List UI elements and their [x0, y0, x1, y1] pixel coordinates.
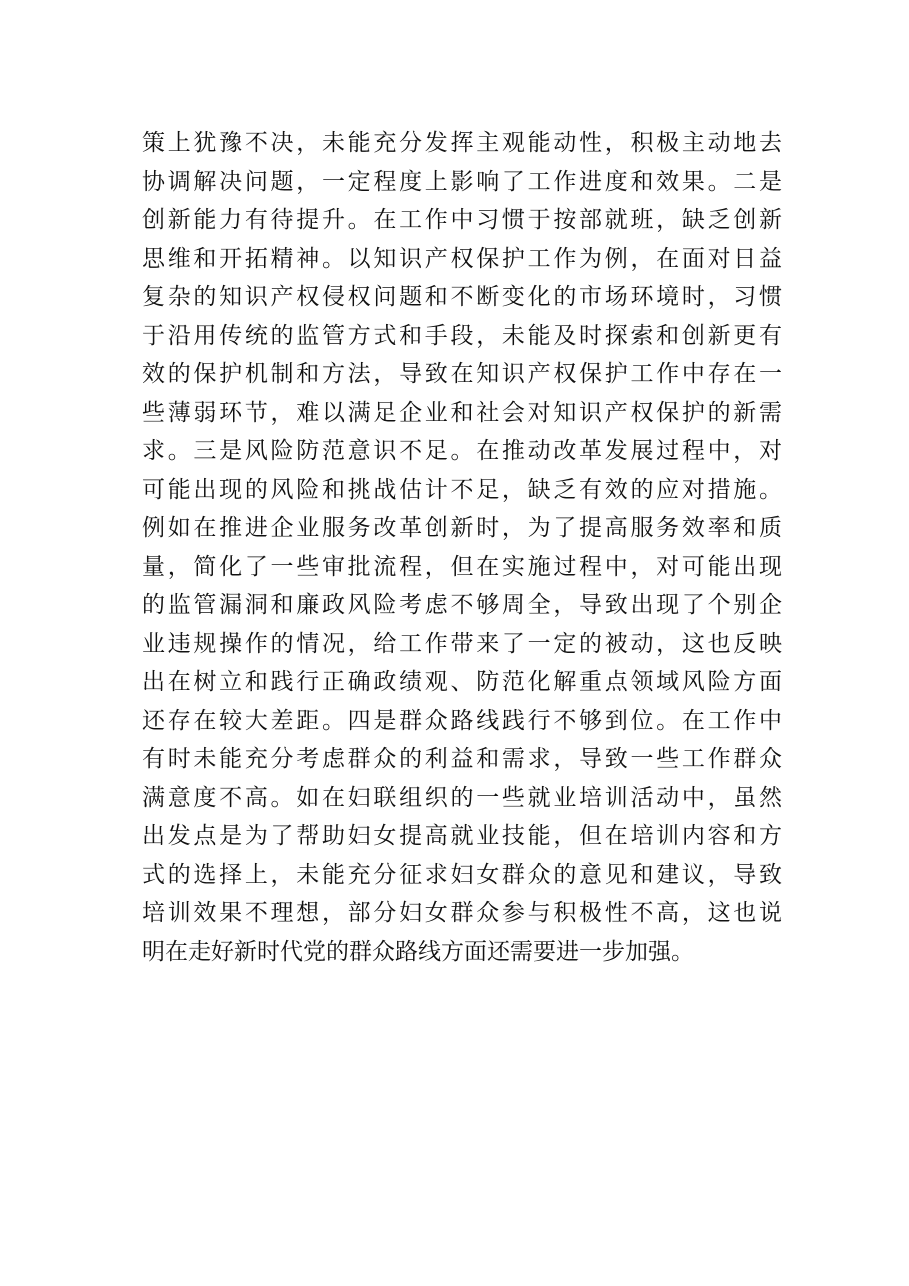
text-line: 量，简化了一些审批流程，但在实施过程中，对可能出现 — [142, 553, 782, 580]
text-line: 思维和开拓精神。以知识产权保护工作为例，在面对日益 — [142, 245, 782, 272]
text-line: 些薄弱环节，难以满足企业和社会对知识产权保护的新需 — [142, 399, 782, 426]
text-line: 例如在推进企业服务改革创新时，为了提高服务效率和质 — [142, 515, 782, 541]
text-line: 满意度不高。如在妇联组织的一些就业培训活动中，虽然 — [142, 784, 782, 811]
text-line: 可能出现的风险和挑战估计不足，缺乏有效的应对措施。 — [142, 476, 782, 503]
text-line: 有时未能充分考虑群众的利益和需求，导致一些工作群众 — [142, 746, 782, 772]
text-line: 的监管漏洞和廉政风险考虑不够周全，导致出现了个别企 — [142, 592, 782, 618]
text-line: 创新能力有待提升。在工作中习惯于按部就班，缺乏创新 — [142, 207, 782, 233]
text-line: 还存在较大差距。四是群众路线践行不够到位。在工作中 — [142, 707, 782, 734]
text-line: 于沿用传统的监管方式和手段，未能及时探索和创新更有 — [142, 322, 782, 349]
text-line: 效的保护机制和方法，导致在知识产权保护工作中存在一 — [142, 361, 782, 387]
text-line: 式的选择上，未能充分征求妇女群众的意见和建议，导致 — [142, 861, 782, 888]
text-line: 求。三是风险防范意识不足。在推动改革发展过程中，对 — [142, 438, 782, 464]
text-line: 协调解决问题，一定程度上影响了工作进度和效果。二是 — [142, 168, 782, 195]
text-line: 复杂的知识产权侵权问题和不断变化的市场环境时，习惯 — [142, 284, 782, 310]
text-line: 出在树立和践行正确政绩观、防范化解重点领域风险方面 — [142, 669, 782, 695]
body-paragraph — [142, 124, 782, 971]
text-line: 业违规操作的情况，给工作带来了一定的被动，这也反映 — [142, 630, 782, 657]
text-line: 明在走好新时代党的群众路线方面还需要进一步加强。 — [142, 938, 694, 965]
text-line: 培训效果不理想，部分妇女群众参与积极性不高，这也说 — [142, 900, 782, 926]
text-line: 出发点是为了帮助妇女提高就业技能，但在培训内容和方 — [142, 823, 782, 849]
text-line: 策上犹豫不决，未能充分发挥主观能动性，积极主动地去 — [142, 130, 782, 156]
